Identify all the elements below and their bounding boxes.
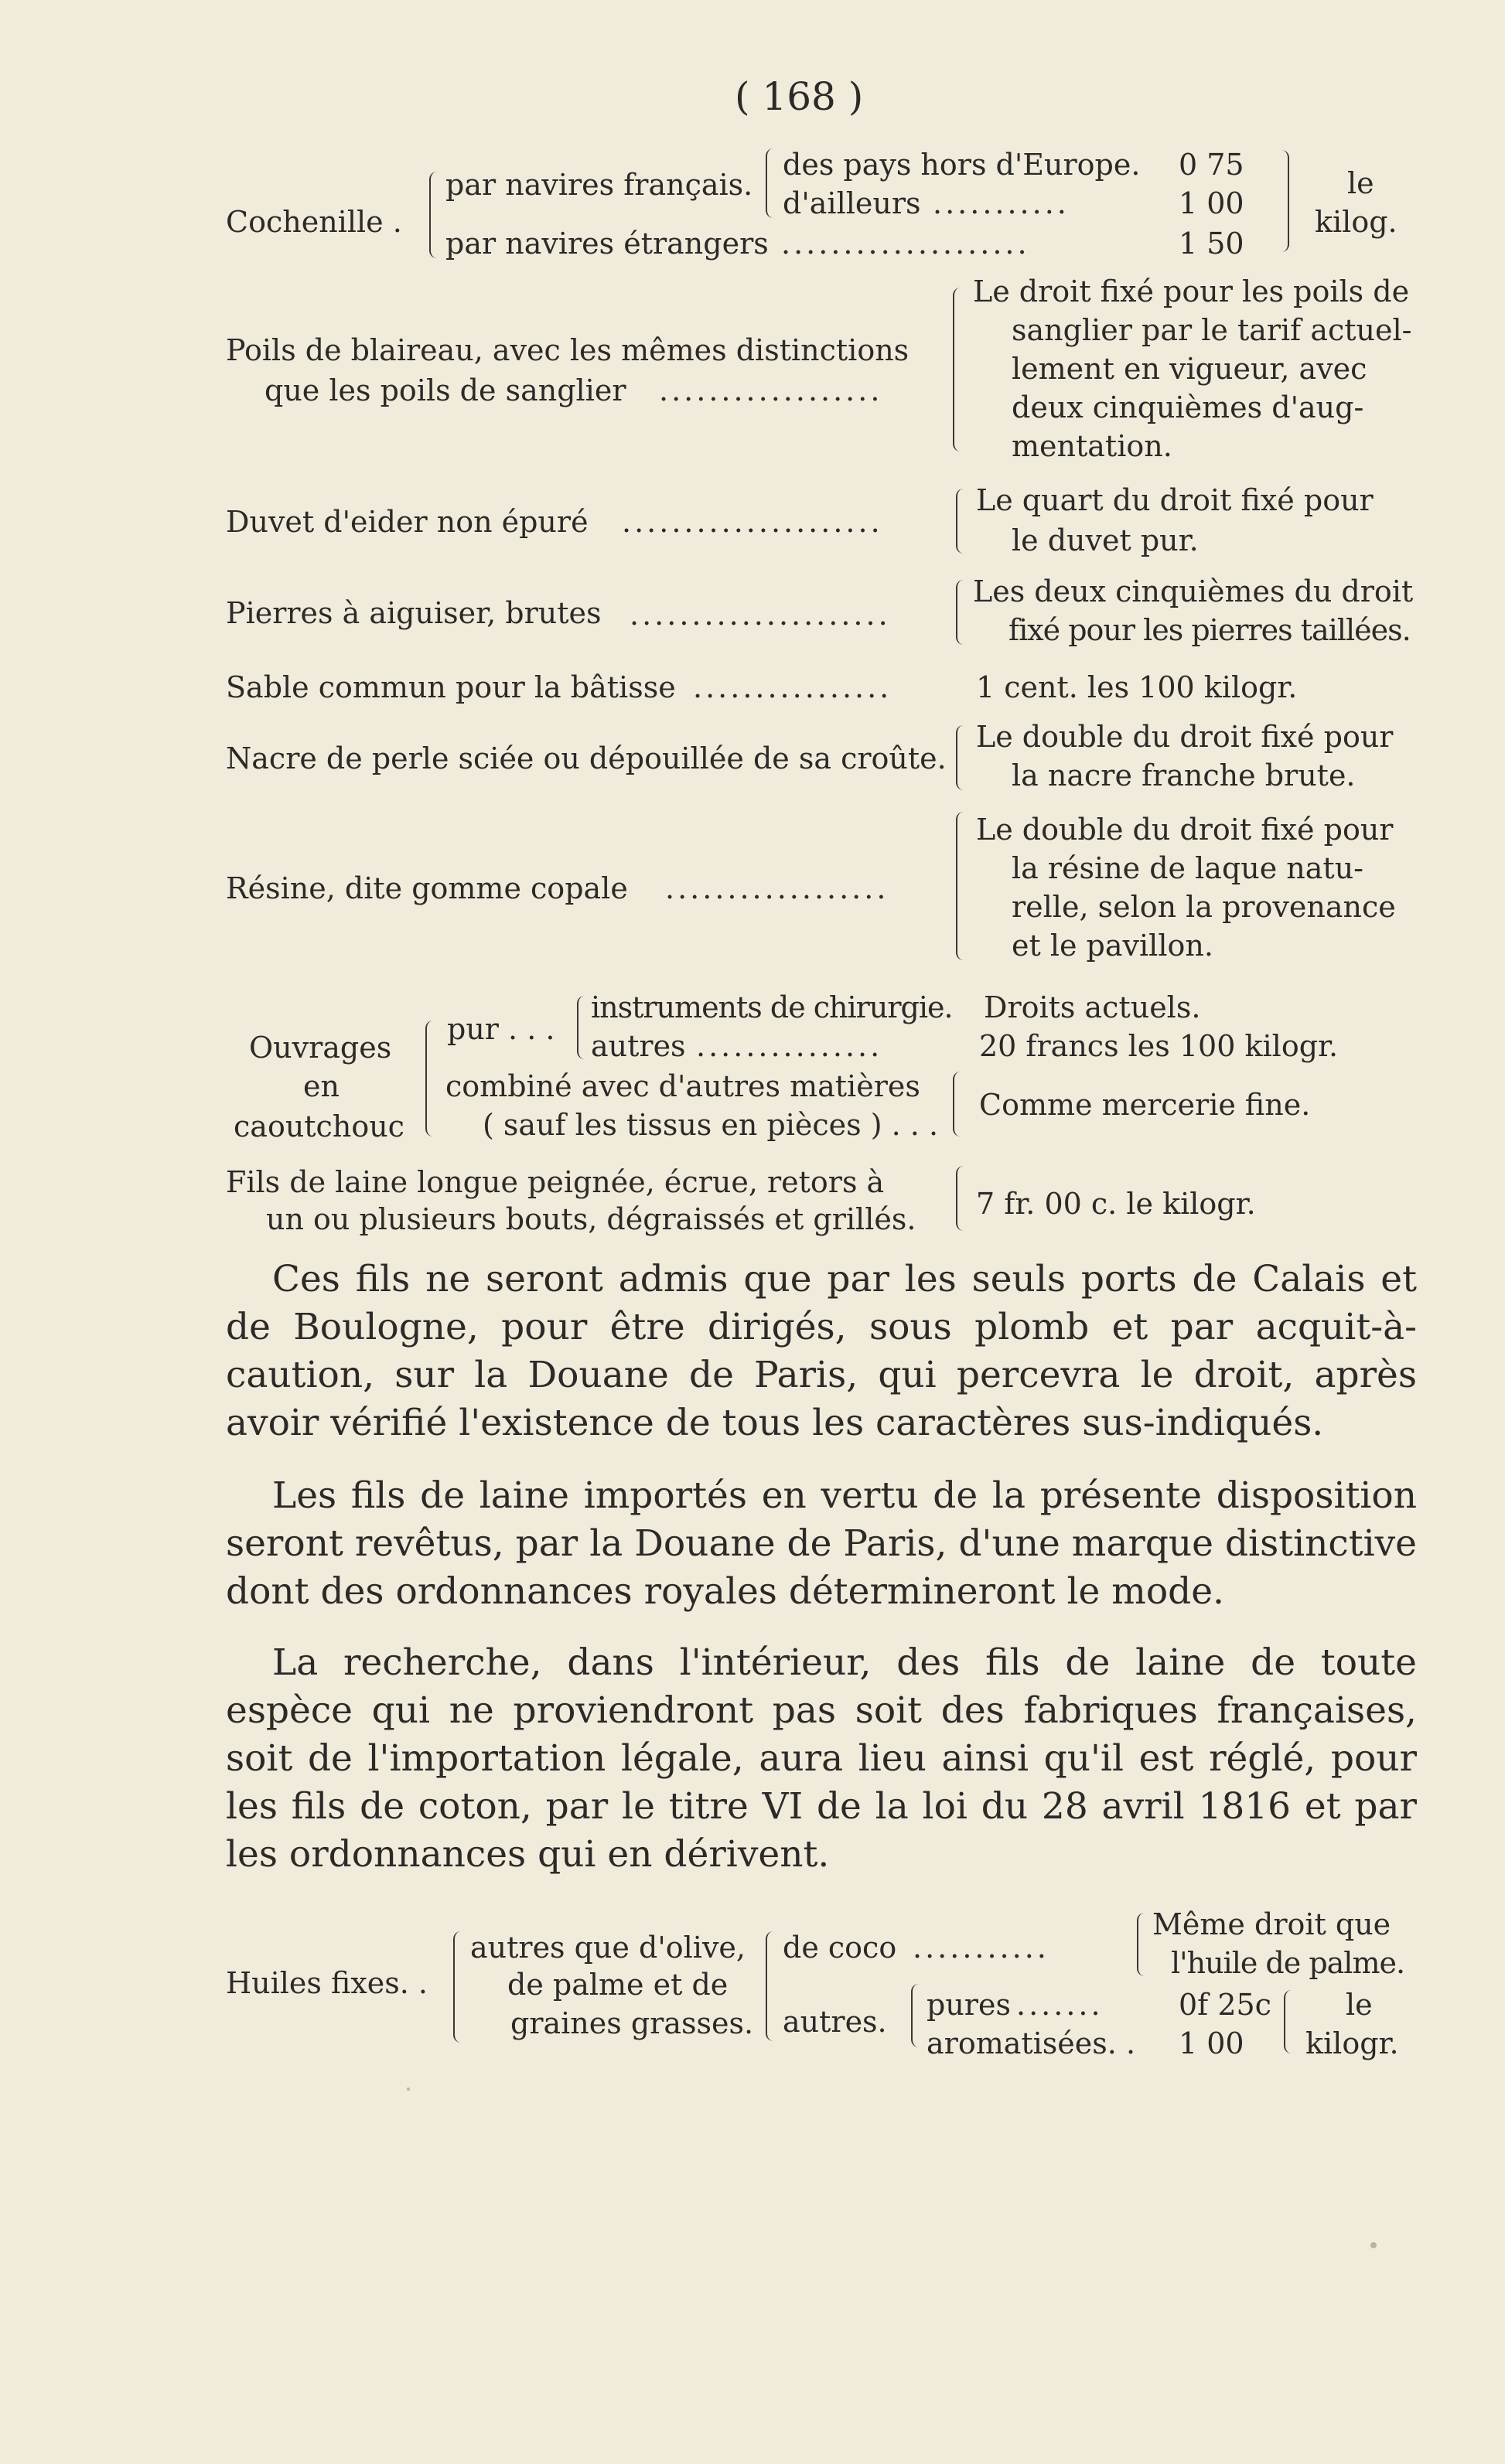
huiles-sub-brace <box>766 1931 775 2041</box>
paper-speck <box>407 2087 410 2091</box>
caoutchouc-pur: pur . . . <box>447 1012 555 1046</box>
huiles-unit-brace <box>1284 1990 1293 2053</box>
huiles-coco-duty-2: l'huile de palme. <box>1171 1946 1405 1980</box>
huiles-autres-que-2: de palme et de <box>507 1968 729 2002</box>
caoutchouc-autres-duty: 20 francs les 100 kilogr. <box>979 1029 1339 1063</box>
cochenille-label: Cochenille . <box>226 205 402 239</box>
huiles-unit-2: kilogr. <box>1305 2026 1399 2060</box>
cochenille-unit-2: kilog. <box>1315 205 1398 239</box>
poils-brace <box>953 288 962 452</box>
duvet-duty-1: Le quart du droit fixé pour <box>976 483 1374 517</box>
duvet-brace <box>956 489 965 554</box>
huiles-aromatisees-rate: 1 00 <box>1179 2026 1244 2060</box>
huiles-brace <box>453 1931 462 2043</box>
caoutchouc-autres-dots: ............... <box>696 1029 883 1063</box>
cochenille-origin-brace <box>766 148 775 218</box>
huiles-coco-brace <box>1137 1913 1146 1976</box>
poils-duty-3: lement en vigueur, avec <box>1012 352 1367 386</box>
huiles-coco-dots: ........... <box>913 1931 1049 1965</box>
caoutchouc-instruments-duty: Droits actuels. <box>984 990 1201 1024</box>
resine-duty-4: et le pavillon. <box>1012 929 1213 963</box>
caoutchouc-brace <box>425 1021 435 1137</box>
duvet-duty-2: le duvet pur. <box>1012 523 1199 557</box>
resine-brace <box>956 812 965 960</box>
huiles-pures-dots: ....... <box>1016 1988 1104 2022</box>
poils-duty-4: deux cinquièmes d'aug- <box>1012 390 1364 424</box>
paper-speck <box>1370 2242 1377 2248</box>
page-number: ( 168 ) <box>735 74 864 119</box>
resine-duty-3: relle, selon la provenance <box>1012 890 1396 924</box>
huiles-pures: pures <box>927 1988 1011 2022</box>
cochenille-navires-etrangers: par navires étrangers <box>445 227 769 261</box>
paragraph-1: Ces fils ne seront admis que par les seuls ports de Calais et de Boulogne, pour être dirigés, sous plomb et par acquit-à-caution, sur la Douane de Paris, qui percevra le droit, après avoir vérifié l'existence de tous les caractères sus-indiqués. <box>226 1258 1417 1444</box>
caoutchouc-pur-brace <box>577 996 586 1059</box>
caoutchouc-combine-brace <box>953 1072 962 1137</box>
poils-duty-5: mentation. <box>1012 429 1172 463</box>
caoutchouc-combine-2: ( sauf les tissus en pièces ) . . . <box>483 1108 939 1142</box>
caoutchouc-label-1: Ouvrages <box>249 1031 392 1065</box>
poils-label-1: Poils de blaireau, avec les mêmes distinctions <box>226 333 909 367</box>
caoutchouc-autres: autres <box>591 1029 686 1063</box>
caoutchouc-instruments: instruments de chirurgie. <box>591 990 953 1024</box>
sable-label: Sable commun pour la bâtisse <box>226 670 676 704</box>
pierres-label: Pierres à aiguiser, brutes <box>226 596 602 630</box>
nacre-duty-2: la nacre franche brute. <box>1012 758 1356 792</box>
pierres-duty-1: Les deux cinquièmes du droit <box>973 574 1414 608</box>
huiles-pures-rate: 0f 25c <box>1179 1988 1271 2022</box>
poils-dots: .................. <box>659 373 883 407</box>
caoutchouc-label-3: caoutchouc <box>234 1109 404 1143</box>
cochenille-pays-hors-europe: des pays hors d'Europe. <box>783 148 1141 182</box>
resine-dots: .................. <box>665 871 889 905</box>
caoutchouc-combine-duty: Comme mercerie fine. <box>979 1088 1311 1122</box>
cochenille-unit-1: le <box>1347 166 1374 200</box>
huiles-autres: autres. <box>783 2005 887 2039</box>
sable-dots: ................ <box>693 670 892 704</box>
resine-duty-1: Le double du droit fixé pour <box>976 813 1394 847</box>
cochenille-navires-francais: par navires français. <box>445 168 753 202</box>
cochenille-dots-1: ........... <box>933 186 1070 220</box>
resine-label: Résine, dite gomme copale <box>226 871 628 905</box>
cochenille-rate-1: 0 75 <box>1179 148 1244 182</box>
nacre-duty-1: Le double du droit fixé pour <box>976 720 1394 754</box>
pierres-brace <box>956 580 965 645</box>
duvet-label: Duvet d'eider non épuré <box>226 505 589 539</box>
huiles-autres-que-1: autres que d'olive, <box>470 1931 746 1965</box>
caoutchouc-label-2: en <box>303 1069 340 1103</box>
fils-duty: 7 fr. 00 c. le kilogr. <box>976 1187 1256 1221</box>
resine-duty-2: la résine de laque natu- <box>1012 851 1364 885</box>
fils-label-1: Fils de laine longue peignée, écrue, retors à <box>226 1165 885 1199</box>
huiles-aromatisees: aromatisées. . <box>927 2026 1136 2060</box>
cochenille-unit-brace <box>1280 150 1289 252</box>
cochenille-rate-2: 1 00 <box>1179 186 1244 220</box>
huiles-coco-duty-1: Même droit que <box>1152 1907 1391 1941</box>
huiles-label: Huiles fixes. . <box>226 1966 428 2000</box>
cochenille-brace <box>429 172 439 258</box>
sable-duty: 1 cent. les 100 kilogr. <box>976 670 1298 704</box>
cochenille-dots-2: .................... <box>781 227 1030 261</box>
huiles-autres-brace <box>911 1984 920 2047</box>
nacre-label: Nacre de perle sciée ou dépouillée de sa croûte. <box>226 741 947 775</box>
fils-label-2: un ou plusieurs bouts, dégraissés et grillés. <box>266 1202 916 1236</box>
fils-brace <box>956 1166 965 1231</box>
poils-label-2: que les poils de sanglier <box>264 373 626 407</box>
nacre-brace <box>956 725 965 790</box>
cochenille-ailleurs: d'ailleurs <box>783 186 921 220</box>
caoutchouc-combine-1: combiné avec d'autres matières <box>445 1069 920 1103</box>
poils-duty-1: Le droit fixé pour les poils de <box>973 274 1410 308</box>
paragraph-2: Les fils de laine importés en vertu de la présente disposition seront revêtus, par la Douane de Paris, d'une marque distinctive dont des ordonnances royales détermineront le mode. <box>226 1474 1417 1613</box>
duvet-dots: ..................... <box>622 505 883 539</box>
paragraph-3: La recherche, dans l'intérieur, des fils de laine de toute espèce qui ne proviendront pas soit des fabriques françaises, soit de l'importation légale, aura lieu ainsi qu'il est réglé, pour les fils de coton, par le titre VI de la loi du 28 avril 1816 et par les ordonnances qui en dérivent. <box>226 1641 1417 1876</box>
huiles-autres-que-3: graines grasses. <box>510 2006 754 2040</box>
poils-duty-2: sanglier par le tarif actuel- <box>1012 313 1412 347</box>
huiles-unit-1: le <box>1346 1988 1373 2022</box>
huiles-de-coco: de coco <box>783 1931 897 1965</box>
pierres-duty-2: fixé pour les pierres taillées. <box>1008 613 1411 647</box>
cochenille-rate-3: 1 50 <box>1179 227 1244 261</box>
pierres-dots: ..................... <box>630 598 891 632</box>
